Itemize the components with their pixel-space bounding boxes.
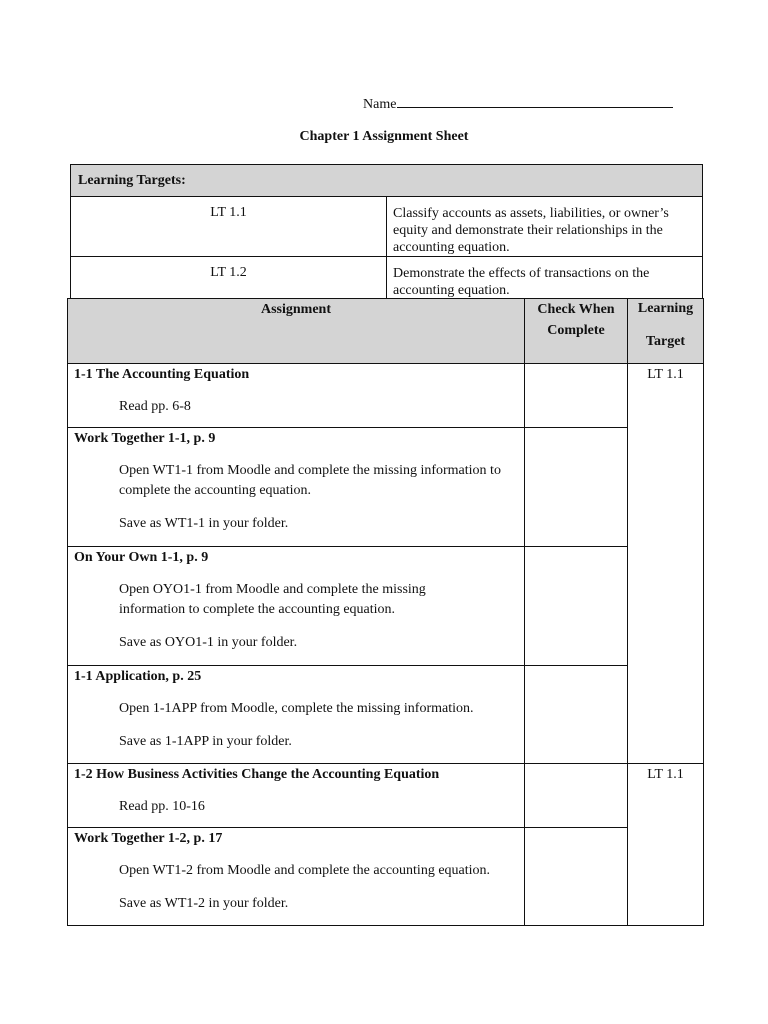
assignment-instruction: Save as WT1-2 in your folder. bbox=[119, 896, 289, 911]
learning-target-text: Classify accounts as assets, liabilities, or owner’s equity and demonstrate their relationships in the accounting equation. bbox=[387, 197, 703, 257]
learning-target-code: LT 1.1 bbox=[71, 197, 387, 257]
check-column-header bbox=[525, 299, 628, 364]
check-when-complete-cell[interactable] bbox=[525, 666, 628, 764]
name-blank-line[interactable] bbox=[397, 93, 673, 108]
table-row bbox=[68, 364, 704, 428]
assignment-instruction: Save as WT1-1 in your folder. bbox=[119, 516, 289, 531]
assignment-column-header: Assignment bbox=[68, 299, 525, 364]
assignment-title: On Your Own 1-1, p. 9 bbox=[74, 550, 209, 565]
target-header-line2: Target bbox=[645, 334, 686, 349]
check-when-complete-cell[interactable] bbox=[525, 364, 628, 428]
assignment-title: 1-1 Application, p. 25 bbox=[74, 669, 202, 684]
check-when-complete-cell[interactable] bbox=[525, 828, 628, 926]
assignment-cell bbox=[68, 666, 525, 764]
learning-target-cell: LT 1.1 bbox=[628, 764, 704, 926]
table-row bbox=[68, 828, 704, 926]
learning-target-row bbox=[71, 197, 703, 257]
assignment-title: Work Together 1-1, p. 9 bbox=[74, 431, 216, 446]
assignment-cell bbox=[68, 547, 525, 666]
table-row bbox=[68, 764, 704, 828]
table-row bbox=[68, 428, 704, 547]
assignment-title: 1-1 The Accounting Equation bbox=[74, 367, 250, 382]
assignment-instruction: Read pp. 6-8 bbox=[119, 399, 191, 414]
table-row bbox=[68, 547, 704, 666]
assignment-instruction: Read pp. 10-16 bbox=[119, 799, 205, 814]
assignment-instruction: Open WT1-1 from Moodle and complete the missing information to complete the accounting equation. bbox=[119, 463, 501, 498]
assignment-instruction: Save as 1-1APP in your folder. bbox=[119, 734, 292, 749]
check-header-line2: Complete bbox=[547, 323, 605, 338]
name-label: Name bbox=[363, 97, 397, 112]
page-title: Chapter 1 Assignment Sheet bbox=[299, 129, 469, 144]
assignment-cell bbox=[68, 364, 525, 428]
assignment-cell bbox=[68, 828, 525, 926]
check-when-complete-cell[interactable] bbox=[525, 428, 628, 547]
assignment-title: 1-2 How Business Activities Change the Accounting Equation bbox=[74, 767, 440, 782]
assignment-instruction: Open WT1-2 from Moodle and complete the accounting equation. bbox=[119, 863, 491, 878]
assignment-cell bbox=[68, 428, 525, 547]
assignment-instruction: Open 1-1APP from Moodle, complete the missing information. bbox=[119, 701, 474, 716]
name-field bbox=[363, 93, 673, 113]
learning-targets-heading: Learning Targets: bbox=[71, 165, 703, 197]
assignment-cell bbox=[68, 764, 525, 828]
learning-target-row bbox=[71, 257, 703, 300]
assignment-title: Work Together 1-2, p. 17 bbox=[74, 831, 223, 846]
target-header-line1: Learning bbox=[637, 301, 694, 316]
check-when-complete-cell[interactable] bbox=[525, 764, 628, 828]
assignment-table bbox=[67, 298, 704, 926]
learning-targets-table bbox=[70, 164, 703, 300]
target-column-header bbox=[628, 299, 704, 364]
learning-target-text: Demonstrate the effects of transactions on the accounting equation. bbox=[387, 257, 703, 300]
check-header-line1: Check When bbox=[537, 302, 615, 317]
assignment-instruction: Open OYO1-1 from Moodle and complete the missing information to complete the accounting equation. bbox=[119, 582, 426, 617]
learning-target-cell: LT 1.1 bbox=[628, 364, 704, 764]
check-when-complete-cell[interactable] bbox=[525, 547, 628, 666]
assignment-instruction: Save as OYO1-1 in your folder. bbox=[119, 635, 298, 650]
table-row bbox=[68, 666, 704, 764]
learning-target-code: LT 1.2 bbox=[71, 257, 387, 300]
